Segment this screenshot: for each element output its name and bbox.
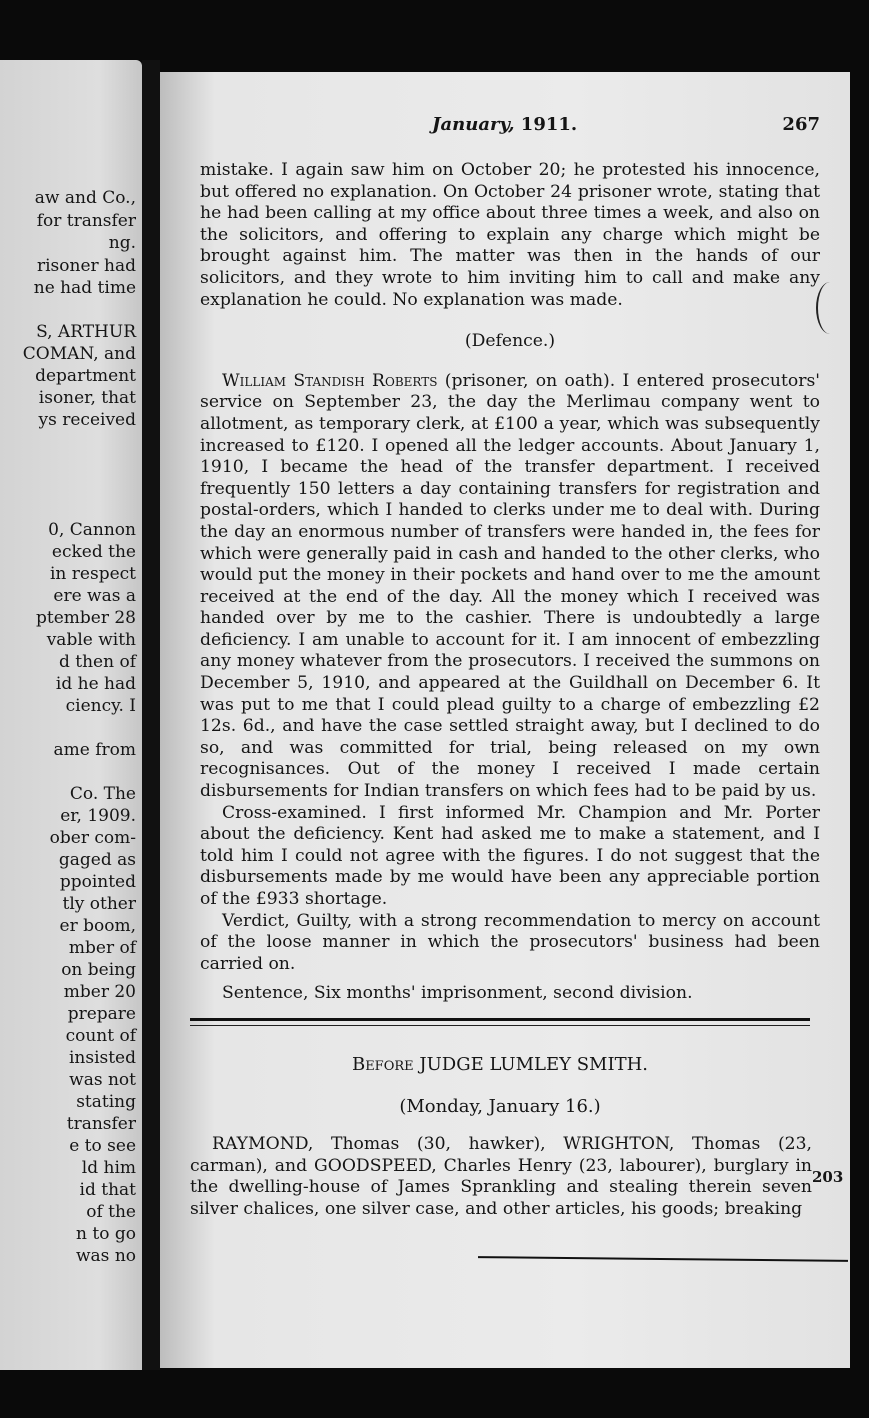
left-page-line: mber 20 (63, 982, 136, 1002)
margin-note: 203 (812, 1168, 844, 1186)
paragraph-verdict: Verdict, Guilty, with a strong recommendation to mercy on account of the loose manner in which the prosecutors' business had been carried on. (200, 910, 820, 974)
left-page-line: ptember 28 (36, 608, 136, 628)
left-page-line: on being (61, 960, 136, 980)
left-page-line: vable with (46, 630, 136, 650)
paragraph-defence (200, 371, 820, 803)
left-page-line: er, 1909. (60, 806, 136, 826)
main-text (200, 160, 820, 1005)
left-page-line: isoner, that (38, 388, 136, 408)
case-paragraph: RAYMOND, Thomas (30, hawker), WRIGHTON, Thomas (23, carman), and GOODSPEED, Charles Henry (23, labourer), burglary in the dwelling-house of James Sprankling and stealing therein seven silver chalices, one silver case, and other articles, his goods; breaking (190, 1134, 812, 1219)
left-page-line: ciency. I (65, 696, 136, 716)
defence-heading: (Defence.) (464, 331, 556, 352)
left-page-line: ober com- (49, 828, 136, 848)
left-page-line: ame from (53, 740, 136, 760)
handwritten-underline (478, 1256, 848, 1262)
left-page-line: id that (79, 1180, 136, 1200)
header-year: 1911. (520, 114, 578, 135)
left-page-line: tly other (62, 894, 136, 914)
left-page-line: ere was a (53, 586, 136, 606)
header-date (432, 114, 577, 135)
left-page-line: ys received (38, 410, 136, 430)
book-gutter (142, 60, 160, 1370)
left-page-line: n to go (76, 1224, 136, 1244)
left-page-line: gaged as (58, 850, 136, 870)
header-month: January, (432, 114, 515, 135)
left-facing-page (0, 60, 142, 1370)
left-page-line: stating (76, 1092, 136, 1112)
left-page-line: was not (69, 1070, 136, 1090)
left-page-line: insisted (68, 1048, 136, 1068)
left-page-line: transfer (66, 1114, 136, 1134)
page-number: 267 (782, 114, 820, 135)
left-page-line: Co. The (69, 784, 136, 804)
left-page-line: in respect (50, 564, 136, 584)
paragraph-sentence: Sentence, Six months' imprisonment, second division. (222, 983, 693, 1004)
left-page-line: mber of (68, 938, 136, 958)
pencil-bracket (816, 282, 844, 334)
left-page-line: COMAN, and (22, 344, 136, 364)
left-page-line: of the (86, 1202, 136, 1222)
left-page-line: ng. (108, 233, 136, 253)
left-page-line: for transfer (36, 211, 136, 231)
before-word: Before (351, 1054, 414, 1075)
left-page-line: ne had time (33, 278, 136, 298)
paragraph-testimony: mistake. I again saw him on October 20; he protested his innocence, but offered no explanation. On October 24 prisoner wrote, stating that he had been calling at my office about three times a week, and also on the solicitors, and offering to explain any charge which might be brought against him. The matter was then in the hands of our solicitors, and they wrote to him inviting him to call and make any explanation he could. No explanation was made. (200, 160, 820, 310)
left-page-line: d then of (58, 652, 136, 672)
left-page-line: 0, Cannon (48, 520, 136, 540)
left-page-line: e to see (69, 1136, 136, 1156)
defence-text: (prisoner, on oath). I entered prosecutors' service on September 23, the day the Merlimau company went to allotment, as temporary clerk, at £100 a year, which was subsequently increased to £120. I opened all the ledger accounts. About January 1, 1910, I became the head of the transfer department. I received frequently 150 letters a day containing transfers for registration and postal-orders, which I handed to clerks under me to deal with. During the day an enormous number of transfers were handed in, the fees for which were generally paid in cash and handed to the other clerks, who would put the money in their pockets and hand over to me the amount received at the end of the day. All the money which I received was handed over by me to the cashier. There is undoubtedly a large deficiency. I am unable to account for it. I am innocent of embezzling any money whatever from the prosecutors. I received the summons on December 5, 1910, and appeared at the Guildhall on December 6. It was put to me that I could plead guilty to a charge of embezzling £2 12s. 6d., and have the case settled straight away, but I declined to do so, and was committed for trial, being released on my own recognisances. Out of the money I received I made certain disbursements for Indian transfers on which fees had to be paid by us. (200, 370, 820, 802)
left-page-line: ecked the (51, 542, 136, 562)
left-page-line: was no (76, 1246, 136, 1266)
left-page-line: ld him (81, 1158, 136, 1178)
left-page-line: id he had (55, 674, 136, 694)
left-page-line: department (35, 366, 136, 386)
section-rule (190, 1018, 810, 1021)
judge-name: JUDGE LUMLEY SMITH. (419, 1054, 649, 1075)
right-page (160, 72, 850, 1368)
left-page-line: ppointed (59, 872, 136, 892)
paragraph-cross-examined: Cross-examined. I first informed Mr. Champion and Mr. Porter about the deficiency. Kent had asked me to make a statement, and I told him I could not agree with the figures. I do not suggest that the disbursements made by me would have been any appreciable portion of the £933 shortage. (200, 802, 820, 909)
left-page-line: prepare (67, 1004, 136, 1024)
section-rule-thin (190, 1025, 810, 1026)
defendant-name: William Standish Roberts (222, 370, 438, 391)
left-page-line: risoner had (36, 256, 136, 276)
judge-heading (190, 1054, 810, 1075)
left-page-line: er boom, (59, 916, 136, 936)
left-page-line: aw and Co., (34, 188, 136, 208)
left-page-line: count of (65, 1026, 136, 1046)
left-page-line: S, ARTHUR (36, 322, 136, 342)
session-date: (Monday, January 16.) (399, 1096, 601, 1117)
